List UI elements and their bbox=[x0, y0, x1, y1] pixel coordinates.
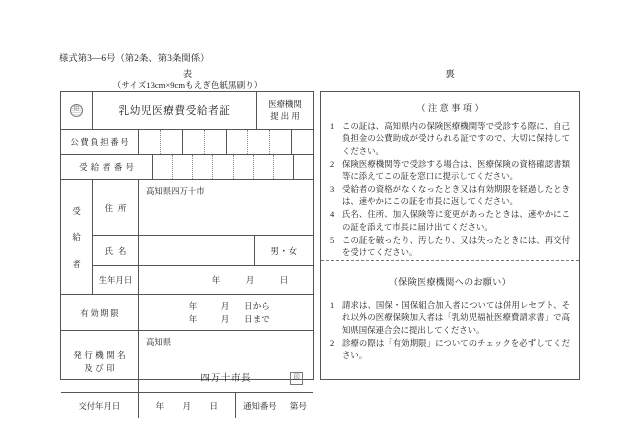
inkan-seal-icon: 印 bbox=[290, 372, 303, 385]
issue-date-value[interactable] bbox=[139, 393, 237, 418]
birthdate-row bbox=[93, 266, 313, 294]
issuer-label bbox=[61, 331, 139, 392]
name-row bbox=[93, 236, 313, 266]
number-cell[interactable] bbox=[294, 155, 313, 179]
note-item bbox=[330, 121, 570, 158]
validity-from-line bbox=[177, 300, 313, 313]
issue-date-unit-year: 年 bbox=[155, 400, 165, 411]
recipient-label-char: 者 bbox=[72, 259, 81, 269]
notes-section bbox=[321, 101, 579, 261]
birthdate-label: 生年月日 bbox=[93, 266, 139, 294]
recipient-vertical-label bbox=[61, 180, 93, 294]
card-header-row bbox=[61, 92, 313, 130]
note-number: 3 bbox=[330, 185, 335, 195]
number-cell[interactable] bbox=[153, 155, 173, 179]
seal-stamp-cell bbox=[61, 92, 93, 129]
number-cell[interactable] bbox=[270, 130, 292, 154]
validity-period-row bbox=[61, 295, 313, 331]
number-cell[interactable] bbox=[183, 130, 205, 154]
request-item bbox=[330, 300, 570, 337]
official-seal-icon: 印 bbox=[70, 104, 83, 117]
issuer-row bbox=[61, 331, 313, 393]
note-text: 受給者の資格がなくなったとき又は有効期限を経過したときは、速やかにこの証を市長に返してください。 bbox=[342, 185, 570, 207]
submission-use-line2: 提出用 bbox=[270, 111, 302, 121]
note-number: 1 bbox=[330, 122, 335, 131]
issue-date-unit-month: 月 bbox=[182, 400, 192, 411]
issue-date-row bbox=[61, 393, 313, 418]
caption-paper-size: （サイズ13cm×9cmもえぎ色紙黒刷り） bbox=[112, 80, 263, 90]
validity-to-year: 年 bbox=[188, 313, 198, 324]
validity-from-month: 月 bbox=[220, 300, 230, 311]
issuer-label-line2: 及び印 bbox=[84, 363, 118, 373]
note-text: 氏名、住所、加入保険等に変更があったときは、速やかにこの証を添えて市長に届け出てください。 bbox=[342, 210, 570, 232]
requests-section bbox=[321, 275, 579, 363]
validity-to-day: 日まで bbox=[244, 313, 270, 324]
note-item bbox=[330, 184, 570, 209]
name-label: 氏名 bbox=[93, 236, 139, 265]
number-cell[interactable] bbox=[139, 130, 161, 154]
gender-choice[interactable]: 男・女 bbox=[270, 245, 298, 256]
notice-number-value[interactable] bbox=[284, 393, 313, 418]
card-title: 乳幼児医療費受給者証 bbox=[93, 92, 257, 129]
address-label: 住所 bbox=[93, 180, 139, 235]
note-number: 2 bbox=[330, 159, 335, 169]
number-cell[interactable] bbox=[248, 130, 270, 154]
note-text: この証を破ったり、汚したり、又は失ったときには、再交付を受けてください。 bbox=[342, 235, 570, 258]
submission-use-label bbox=[257, 92, 313, 129]
number-cell[interactable] bbox=[213, 155, 233, 179]
caption-front-side: 表 bbox=[182, 70, 193, 80]
submission-use-line1: 医療機関 bbox=[268, 99, 302, 109]
public-expense-number-row bbox=[61, 130, 313, 155]
notes-title: （注意事項） bbox=[416, 103, 487, 113]
request-number: 2 bbox=[330, 338, 335, 348]
birthdate-unit-month: 月 bbox=[245, 275, 255, 285]
recipient-number-label: 受給者番号 bbox=[61, 155, 153, 179]
number-cell[interactable] bbox=[254, 155, 274, 179]
address-row bbox=[93, 180, 313, 236]
note-item bbox=[330, 209, 570, 234]
validity-from-year: 年 bbox=[188, 300, 198, 311]
note-number: 4 bbox=[330, 210, 335, 220]
number-cell[interactable] bbox=[292, 130, 313, 154]
note-item bbox=[330, 159, 570, 184]
notice-number-label: 通知番号 bbox=[243, 401, 277, 411]
birthdate-unit-year: 年 bbox=[211, 275, 221, 285]
request-text: 請求は、国保・国保組合加入者については併用レセプト、それ以外の医療保険加入者は「乳幼児福祉医療費請求書」で高知県国保連合会に提出してください。 bbox=[342, 301, 570, 335]
issuer-details bbox=[139, 331, 313, 392]
note-number: 5 bbox=[330, 235, 335, 245]
issuer-mayor-name: 四万十市長 bbox=[200, 374, 252, 384]
issuer-label-line1: 発行機関名 bbox=[73, 350, 129, 360]
issue-date-unit-day: 日 bbox=[209, 400, 218, 411]
number-cell[interactable] bbox=[234, 155, 254, 179]
number-cell[interactable] bbox=[274, 155, 294, 179]
number-cell[interactable] bbox=[193, 155, 213, 179]
notice-number-prefix: 第 bbox=[289, 400, 299, 411]
birthdate-unit-day: 日 bbox=[279, 275, 289, 285]
name-input-area[interactable] bbox=[139, 236, 255, 265]
recipient-number-cells[interactable] bbox=[153, 155, 313, 179]
address-value[interactable]: 高知県四万十市 bbox=[146, 187, 205, 196]
recipient-label-char: 受 bbox=[72, 206, 81, 216]
recipient-number-row bbox=[61, 155, 313, 180]
note-item bbox=[330, 235, 570, 260]
validity-from-day: 日から bbox=[244, 300, 270, 311]
note-text: この証は、高知県内の保険医療機関等で受診する際に、自己負担金の公費助成が受けられる証ですので、大切に保持してください。 bbox=[342, 122, 570, 156]
recipient-label-char: 給 bbox=[72, 233, 81, 242]
request-text: 診療の際は「有効期限」についてのチェックを必ずしてください。 bbox=[342, 338, 570, 361]
form-number: 様式第3—6号（第2条、第3条関係） bbox=[59, 54, 210, 64]
validity-period-label: 有効期限 bbox=[61, 295, 139, 330]
birthdate-value-area[interactable] bbox=[139, 266, 313, 294]
issuer-prefecture: 高知県 bbox=[146, 338, 172, 347]
request-number: 1 bbox=[330, 301, 335, 310]
request-item bbox=[330, 338, 570, 363]
issue-date-label: 交付年月日 bbox=[61, 393, 139, 418]
requests-title: （保険医療機関へのお願い） bbox=[388, 277, 512, 287]
number-cell[interactable] bbox=[161, 130, 183, 154]
validity-period-value[interactable] bbox=[139, 295, 313, 330]
caption-back-side: 裏 bbox=[445, 70, 455, 80]
certificate-back-panel bbox=[320, 91, 580, 380]
recipient-block bbox=[61, 180, 313, 295]
number-cell[interactable] bbox=[173, 155, 193, 179]
note-text: 保険医療機関等で受診する場合は、医療保険の資格確認書類等に添えてこの証を窓口に提示してください。 bbox=[342, 159, 570, 182]
validity-to-line bbox=[177, 313, 313, 326]
recipient-fields bbox=[93, 180, 313, 294]
notice-number-suffix: 号 bbox=[298, 400, 307, 411]
number-cell[interactable] bbox=[205, 130, 227, 154]
number-cell[interactable] bbox=[227, 130, 249, 154]
public-expense-number-cells[interactable] bbox=[139, 130, 313, 154]
certificate-front-card bbox=[60, 91, 314, 411]
public-expense-number-label: 公費負担番号 bbox=[61, 130, 139, 154]
validity-to-month: 月 bbox=[220, 313, 230, 324]
